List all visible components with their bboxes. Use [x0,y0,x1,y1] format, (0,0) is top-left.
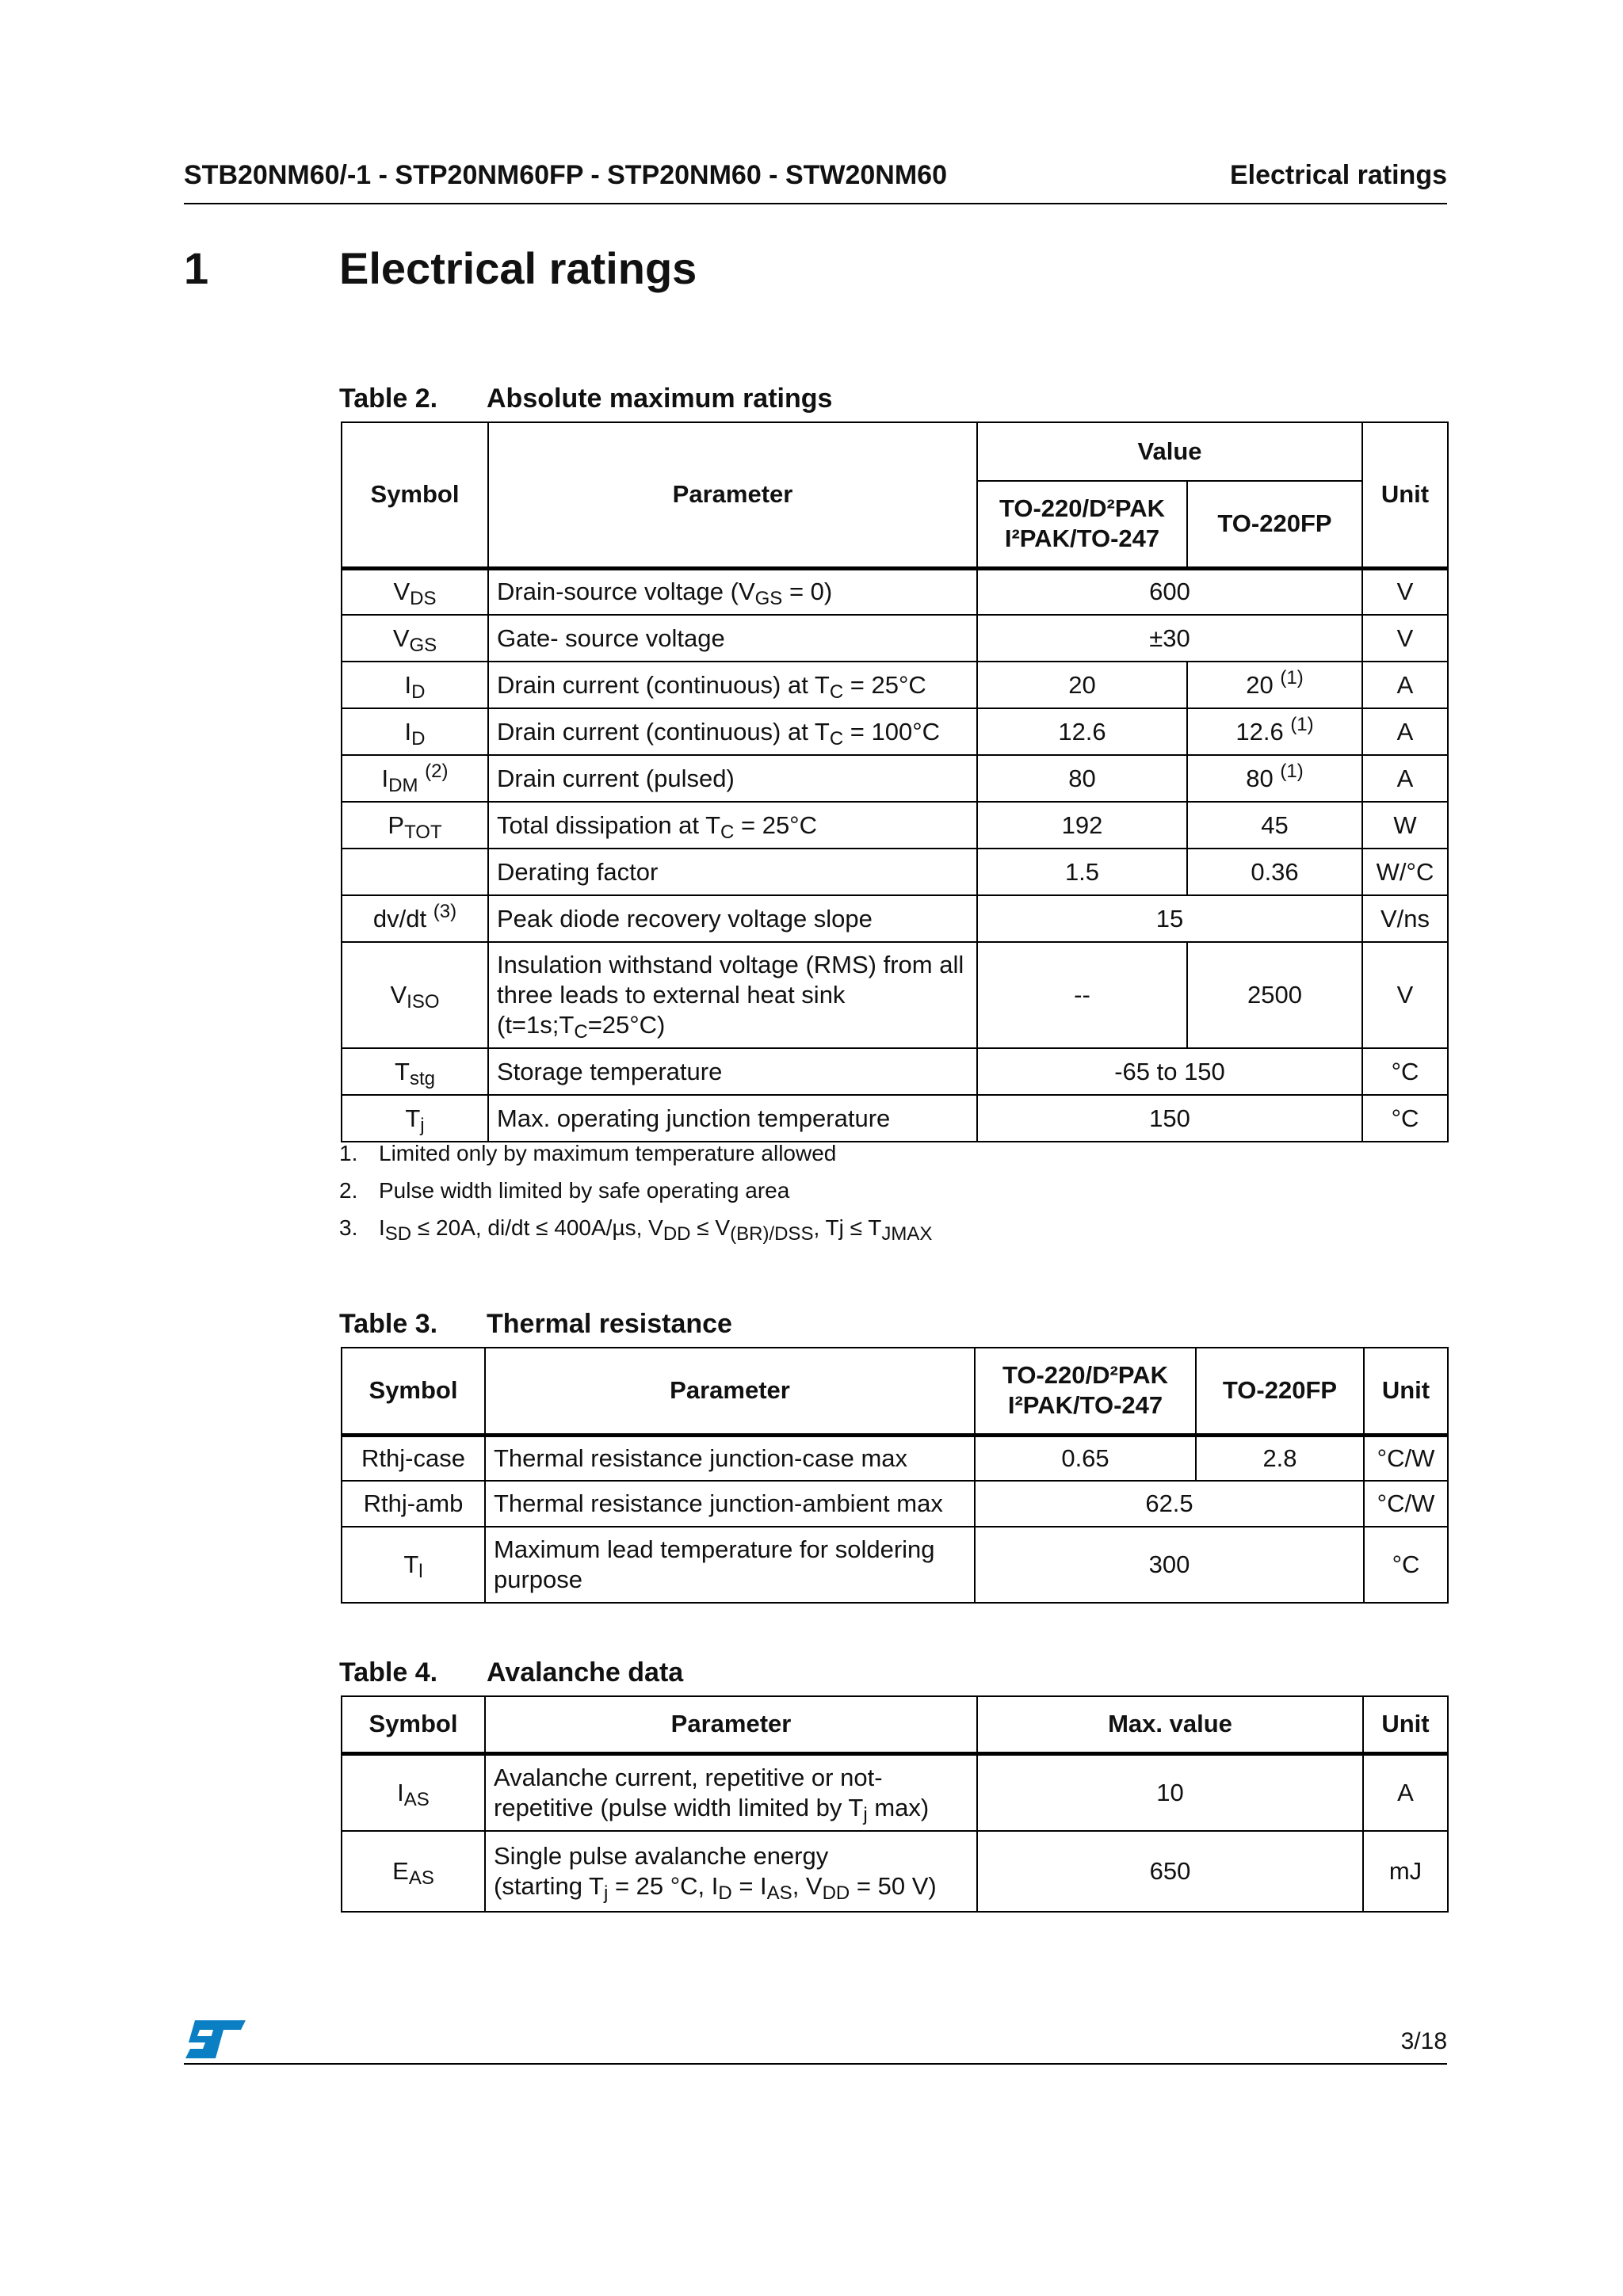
parameter-part: Total dissipation at T [497,810,721,839]
table2-header-row [342,422,1448,481]
symbol-main: T [395,1057,410,1085]
parameter-cell [488,849,977,895]
symbol-cell: Rthj-case [342,1435,485,1481]
parameter-cell [488,755,977,802]
unit-cell: A [1362,662,1448,708]
symbol-sub: ISO [407,991,440,1013]
value-cell [1187,662,1362,708]
symbol-cell [342,755,488,802]
symbol-note: (3) [433,900,457,922]
symbol-sub: AS [403,1788,430,1810]
st-logo-shape [185,2020,246,2058]
table-thermal-resistance [341,1347,1449,1604]
symbol-main: V [390,981,407,1009]
parameter-line: purpose [494,1566,583,1593]
unit-cell: °C/W [1364,1481,1448,1527]
footnote [339,1178,932,1215]
table4-caption [339,1657,683,1688]
parameter-cell [488,942,977,1048]
table-row [342,662,1448,708]
symbol-sub: stg [409,1067,435,1089]
value-cell: 300 [975,1527,1364,1603]
table3-caption-title: Thermal resistance [487,1309,732,1339]
symbol-sub: D [411,727,426,749]
table4-caption-number: Table 4. [339,1657,438,1688]
footnote-text: Limited only by maximum temperature allowed [379,1141,837,1165]
symbol-cell: Rthj-amb [342,1481,485,1527]
note3-sub: JMAX [881,1223,933,1245]
symbol-cell [342,1048,488,1095]
value-cell: -- [977,942,1187,1048]
note3-part: ≤ 20A, di/dt ≤ 400A/µs, V [411,1215,663,1240]
table3-header-symbol: Symbol [342,1348,485,1435]
parameter-sub: C [574,1021,588,1043]
value-note: (1) [1290,713,1314,735]
parameter-cell [485,1753,977,1831]
value-cell: 20 [977,662,1187,708]
parameter-part: (t=1s;T [497,1011,575,1039]
table2-header-parameter: Parameter [488,422,977,568]
table4-header-symbol: Symbol [342,1696,485,1753]
parameter-cell: Thermal resistance junction-ambient max [485,1481,975,1527]
table2-header-col1-line1: TO-220/D²PAK [999,494,1165,523]
value-cell: 2500 [1187,942,1362,1048]
table2-caption [339,383,832,414]
table3-header-col1-line2: I²PAK/TO-247 [1007,1391,1163,1420]
value-main: 0.36 [1251,857,1299,886]
symbol-sub: j [420,1114,425,1136]
table2-header-symbol: Symbol [342,422,488,568]
table3-header-unit: Unit [1364,1348,1448,1435]
value-cell: 15 [977,895,1362,942]
table2-caption-title: Absolute maximum ratings [487,383,833,414]
value-cell [1187,849,1362,895]
symbol-main: I [404,670,412,699]
symbol-note: (2) [425,760,449,782]
value-cell: 600 [977,568,1362,615]
unit-cell: °C [1364,1527,1448,1603]
symbol-cell [342,1753,485,1831]
table-row [342,1831,1448,1912]
value-cell: -65 to 150 [977,1048,1362,1095]
parameter-part: Drain current (continuous) at T [497,670,830,699]
table-row [342,802,1448,849]
note3-part: ≤ V [690,1215,731,1240]
parameter-sub: j [603,1882,609,1904]
unit-cell: °C [1362,1095,1448,1142]
table4-caption-title: Avalanche data [487,1657,684,1688]
footnote-text: Pulse width limited by safe operating area [379,1178,790,1203]
value-cell: ±30 [977,615,1362,662]
table4-header-row [342,1696,1448,1753]
unit-cell: A [1363,1753,1448,1831]
symbol-cell [342,1831,485,1912]
value-cell: 12.6 [977,708,1187,755]
parameter-part: Drain-source voltage (V [497,578,755,606]
table-row [342,849,1448,895]
unit-cell: A [1362,708,1448,755]
table2-body [342,568,1448,1142]
parameter-part: Gate- source voltage [497,624,725,652]
note3-sub: DD [663,1223,691,1245]
value-cell [1187,802,1362,849]
st-logo-icon [184,2019,247,2060]
note3-sub: (BR)/DSS [730,1223,814,1245]
footnote-list [339,1141,932,1215]
table2-caption-number: Table 2. [339,383,438,414]
table-row [342,1435,1448,1481]
header-rule [184,203,1447,204]
symbol-main: T [405,1104,421,1132]
parameter-sub: C [829,681,844,703]
symbol-cell [342,849,488,895]
note3-sub: SD [384,1223,412,1245]
parameter-cell: Storage temperature [488,1048,977,1095]
table3-header-parameter: Parameter [485,1348,975,1435]
parameter-cell: Max. operating junction temperature [488,1095,977,1142]
table-row [342,1753,1448,1831]
parameter-part: max) [867,1793,930,1821]
parameter-cell [485,1527,975,1603]
symbol-main: dv/dt [372,904,427,933]
value-main: 45 [1261,810,1289,839]
note3-part: I [379,1215,385,1240]
symbol-cell [342,1527,485,1603]
section-number: 1 [184,243,209,293]
symbol-cell [342,895,488,942]
parameter-cell [488,708,977,755]
parameter-part: = 25 °C, I [608,1872,719,1900]
symbol-main: I [397,1778,404,1806]
value-cell: 0.65 [975,1435,1196,1481]
parameter-sub: j [863,1803,868,1825]
table3-header-package-col [975,1348,1196,1435]
value-cell [1187,755,1362,802]
table2-footnotes [339,1141,932,1253]
table-row [342,708,1448,755]
symbol-cell [342,942,488,1048]
symbol-main: I [381,764,389,792]
table-row [342,895,1448,942]
parameter-part: = 100°C [843,717,941,746]
header-section-name: Electrical ratings [1229,160,1447,190]
symbol-main: I [404,717,412,746]
parameter-cell [488,662,977,708]
unit-cell: W [1362,802,1448,849]
unit-cell: V [1362,568,1448,615]
table-row [342,942,1448,1048]
table-row [342,1481,1448,1527]
value-cell: 650 [977,1831,1363,1912]
table4-header-parameter: Parameter [485,1696,977,1753]
table-row [342,755,1448,802]
value-cell: 80 [977,755,1187,802]
value-cell: 1.5 [977,849,1187,895]
symbol-main: P [388,810,405,839]
unit-cell: V [1362,942,1448,1048]
table3-header-fp-col: TO-220FP [1196,1348,1364,1435]
parameter-part: (starting T [494,1872,604,1900]
parameter-sub: DD [822,1882,850,1904]
value-main: 12.6 [1235,717,1284,746]
value-note: (1) [1280,760,1304,782]
symbol-main: V [392,624,410,652]
parameter-part: , V [792,1872,823,1900]
note3-part: , Tj ≤ T [813,1215,882,1240]
symbol-cell [342,615,488,662]
value-cell [1187,708,1362,755]
value-cell: 150 [977,1095,1362,1142]
parameter-sub: C [829,727,844,749]
parameter-sub: AS [766,1882,792,1904]
table3-header-row [342,1348,1448,1435]
header-part-numbers: STB20NM60/-1 - STP20NM60FP - STP20NM60 - STW20NM60 [184,160,947,190]
parameter-part: =25°C) [587,1011,666,1039]
symbol-main: E [392,1857,409,1885]
unit-cell: A [1362,755,1448,802]
parameter-line: Insulation withstand voltage (RMS) from all [497,951,964,978]
footnote-number: 2. [339,1178,358,1203]
symbol-main: T [403,1550,419,1578]
footnote-3 [339,1215,932,1253]
symbol-sub: AS [408,1867,434,1889]
value-cell: 2.8 [1196,1435,1364,1481]
symbol-main: V [393,578,411,606]
unit-cell: V/ns [1362,895,1448,942]
table-avalanche-data [341,1695,1449,1913]
parameter-cell [485,1831,977,1912]
parameter-sub: D [718,1882,732,1904]
parameter-sub: GS [754,588,783,610]
symbol-sub: DS [410,588,437,610]
table-row [342,615,1448,662]
table2-header-value: Value [977,422,1362,481]
value-note: (1) [1280,666,1304,688]
symbol-cell [342,662,488,708]
parameter-part: = I [731,1872,767,1900]
parameter-part: = 25°C [734,810,817,839]
table3-header-col1-line1: TO-220/D²PAK [1002,1361,1168,1390]
parameter-part: Drain current (continuous) at T [497,717,830,746]
table2-header-package-col [977,481,1187,568]
symbol-sub: D [411,681,426,703]
parameter-part: = 25°C [843,670,926,699]
section-title: Electrical ratings [339,243,697,293]
table-row [342,568,1448,615]
unit-cell: °C [1362,1048,1448,1095]
table2-header-col1-line2: I²PAK/TO-247 [1004,524,1160,553]
parameter-part: Derating factor [497,857,659,886]
value-cell: 62.5 [975,1481,1364,1527]
table3-caption [339,1309,732,1340]
value-cell: 192 [977,802,1187,849]
parameter-line: three leads to external heat sink [497,981,846,1009]
symbol-sub: GS [409,634,437,656]
parameter-part: = 0) [782,578,833,606]
parameter-cell: Thermal resistance junction-case max [485,1435,975,1481]
unit-cell: V [1362,615,1448,662]
table2-header-unit: Unit [1362,422,1448,568]
symbol-sub: DM [388,774,418,796]
parameter-cell [488,895,977,942]
table-row [342,1527,1448,1603]
parameter-cell [488,802,977,849]
table-row [342,1095,1448,1142]
unit-cell: W/°C [1362,849,1448,895]
table2-header-fp-col: TO-220FP [1187,481,1362,568]
parameter-sub: C [720,821,735,843]
unit-cell: °C/W [1364,1435,1448,1481]
value-main: 20 [1246,670,1274,699]
value-cell: 10 [977,1753,1363,1831]
value-main: 80 [1246,764,1274,792]
footnote-number: 3. [339,1215,358,1240]
table3-caption-number: Table 3. [339,1309,438,1339]
parameter-cell [488,615,977,662]
symbol-sub: TOT [404,821,442,843]
footnote-number: 1. [339,1141,358,1165]
footer-rule [184,2063,1447,2065]
page-number: 3/18 [1400,2028,1447,2054]
symbol-sub: l [418,1561,423,1582]
table-absolute-maximum-ratings [341,421,1449,1142]
parameter-part: = 50 V) [850,1872,937,1900]
parameter-line: Maximum lead temperature for soldering [494,1535,935,1563]
table4-header-value: Max. value [977,1696,1363,1753]
parameter-cell [488,568,977,615]
parameter-part: Drain current (pulsed) [497,764,735,792]
symbol-cell [342,568,488,615]
parameter-part: repetitive (pulse width limited by T [494,1793,864,1821]
table4-header-unit: Unit [1363,1696,1448,1753]
parameter-line: Single pulse avalanche energy [494,1842,829,1870]
table-row [342,1048,1448,1095]
parameter-part: Peak diode recovery voltage slope [497,904,873,933]
footnote [339,1141,932,1178]
symbol-cell [342,708,488,755]
symbol-cell [342,1095,488,1142]
unit-cell: mJ [1363,1831,1448,1912]
parameter-line: Avalanche current, repetitive or not- [494,1763,883,1791]
symbol-cell [342,802,488,849]
